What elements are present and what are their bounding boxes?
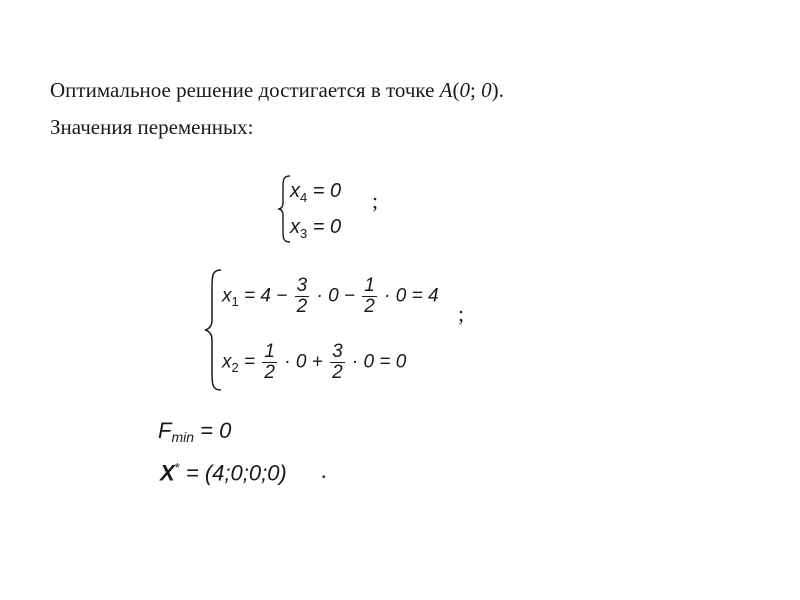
equation-x2 [222, 342, 406, 383]
var-x: x [222, 285, 232, 307]
equation-x4 [290, 180, 341, 203]
line1-prefix: Оптимальное решение достигается в точке [50, 78, 440, 102]
semicolon-2: ; [458, 301, 465, 326]
rhs: = (4;0;0;0) [179, 460, 287, 486]
rhs: = 0 [307, 216, 342, 238]
point-coord-1: 0 [459, 78, 470, 102]
numerator: 1 [264, 341, 275, 362]
point-open: ( [452, 78, 460, 102]
sub-4: 4 [300, 190, 308, 205]
sub-min: min [171, 429, 195, 445]
equation-x3 [290, 216, 341, 239]
semicolon-1: ; [372, 188, 379, 213]
point-label: A [439, 78, 453, 102]
expr-part: · 0 − [311, 285, 361, 307]
fraction [362, 276, 377, 317]
numerator: 3 [296, 275, 308, 296]
point-sep: ; [469, 78, 482, 102]
rhs: = 0 [307, 180, 342, 202]
f-min-equation [158, 418, 231, 444]
point-coord-2: 0 [481, 78, 492, 102]
var-f: F [158, 418, 172, 443]
fraction [295, 276, 310, 317]
expr-part: = [238, 351, 261, 373]
point-close: ). [491, 78, 504, 102]
var-x-bold: X [160, 460, 175, 486]
expr-part: · 0 = 4 [378, 285, 439, 307]
equation-x1 [222, 276, 439, 317]
sub-2: 2 [231, 360, 239, 376]
left-brace-icon [203, 268, 223, 392]
denominator: 2 [364, 295, 375, 317]
var-x: x [290, 180, 300, 202]
numerator: 3 [332, 341, 343, 362]
expr-part: · 0 = 0 [346, 351, 407, 373]
variables-heading: Значения переменных: [50, 115, 254, 139]
denominator: 2 [332, 361, 343, 383]
var-x: x [222, 351, 232, 373]
x-star-equation [160, 460, 287, 486]
rhs: = 0 [194, 418, 232, 443]
fraction [262, 342, 277, 383]
denominator: 2 [296, 295, 308, 317]
var-x: x [290, 216, 300, 238]
sub-1: 1 [231, 294, 239, 310]
numerator: 1 [364, 275, 375, 296]
period: . [321, 458, 327, 483]
superscript-star: * [174, 460, 180, 475]
expr-part: · 0 + [278, 351, 329, 373]
sub-3: 3 [300, 226, 308, 241]
denominator: 2 [264, 361, 275, 383]
expr-part: = 4 − [238, 285, 293, 307]
optimal-solution-text [50, 77, 504, 103]
fraction [330, 342, 345, 383]
